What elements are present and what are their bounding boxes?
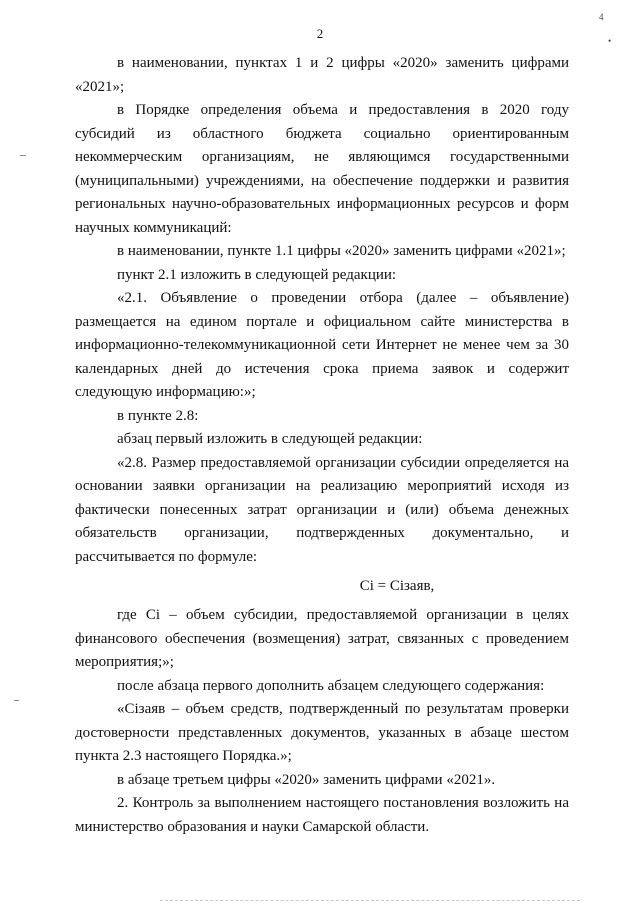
- paragraph: 2. Контроль за выполнением настоящего постановления возложить на министерство образования и науки Самарской области.: [75, 795, 569, 835]
- scan-tick: [20, 155, 26, 156]
- paragraph: «2.1. Объявление о проведении отбора (далее – объявление) размещается на едином портале и официальном сайте министерства в информационно-телекоммуникационной сети Интернет не менее чем за 30 календарных дней до истечения срока приема заявок и содержит следующую информацию:»;: [75, 290, 569, 400]
- paragraph: где Ci – объем субсидии, предоставляемой организации в целях финансового обеспечения (возмещения) затрат, связанных с проведением мероприятия;»;: [75, 607, 569, 670]
- paragraph: «2.8. Размер предоставляемой организации субсидии определяется на основании заявки организации на реализацию мероприятий исходя из фактически понесенных затрат организации и (или) объема денежных обязательств организации, подтвержденных документально, и рассчитывается по формуле:: [75, 454, 569, 565]
- paragraph: в наименовании, пунктах 1 и 2 цифры «2020» заменить цифрами «2021»;: [75, 55, 569, 95]
- paragraph: после абзаца первого дополнить абзацем следующего содержания:: [117, 677, 545, 694]
- formula: Ci = Ciзаяв,: [359, 578, 435, 594]
- scan-mark: •: [608, 36, 612, 46]
- paragraph: в Порядке определения объема и предоставления в 2020 году субсидий из областного бюджета социально ориентированным некоммерческим организациям, не являющимся государственными (муниципальными) учреждениями, на обеспечение поддержки и развития региональных научно-образовательных информационных ресурсов и форм научных коммуникаций:: [75, 102, 569, 236]
- scan-artifact-line: [160, 900, 580, 901]
- document-body: [75, 52, 569, 839]
- paragraph: абзац первый изложить в следующей редакции:: [117, 431, 423, 447]
- paragraph: пункт 2.1 изложить в следующей редакции:: [117, 266, 397, 283]
- paragraph: в наименовании, пункте 1.1 цифры «2020» заменить цифрами «2021»;: [117, 243, 566, 259]
- scan-tick: [14, 700, 19, 701]
- paragraph: в пункте 2.8:: [117, 407, 199, 424]
- paragraph: в абзаце третьем цифры «2020» заменить цифрами «2021».: [117, 771, 496, 788]
- page-number: 2: [316, 26, 324, 41]
- scan-mark: 4: [599, 12, 604, 22]
- paragraph: «Ciзаяв – объем средств, подтвержденный по результатам проверки достоверности представленных документов, указанных в абзаце шестом пункта 2.3 настоящего Порядка.»;: [75, 701, 569, 764]
